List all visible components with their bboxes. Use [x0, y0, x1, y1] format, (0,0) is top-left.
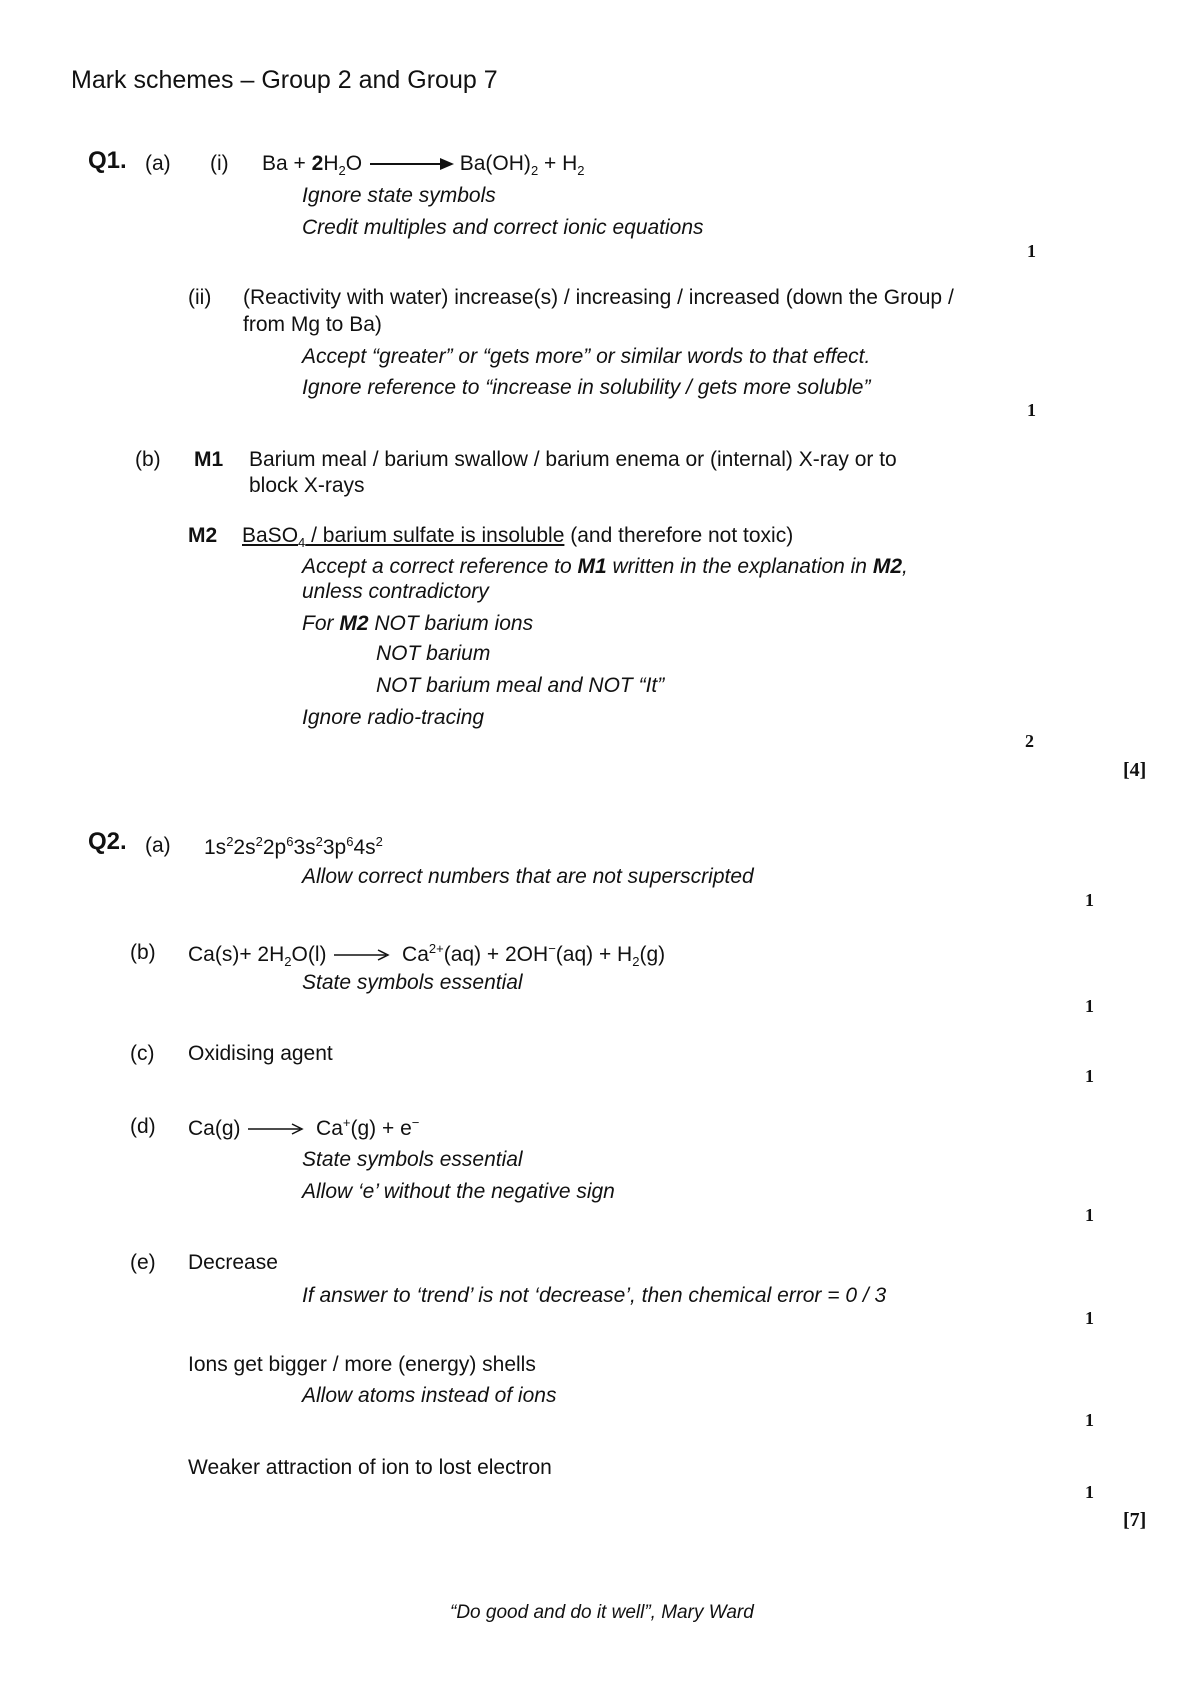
config-2s: 2s	[233, 836, 256, 859]
q1-b-note-4: NOT barium	[376, 642, 491, 665]
q1-b-m1-label: M1	[194, 448, 224, 471]
config-sup: 2	[226, 834, 234, 849]
q2-c-text: Oxidising agent	[188, 1042, 333, 1065]
q2-e-line-2: Ions get bigger / more (energy) shells	[188, 1353, 536, 1376]
m2-baso4-text: BaSO	[242, 524, 299, 547]
reaction-arrow-icon	[332, 948, 390, 962]
eq-sup: −	[548, 941, 556, 956]
q2-e-mark-3: 1	[1085, 1482, 1094, 1502]
footer-quote: “Do good and do it well”, Mary Ward	[450, 1602, 754, 1623]
note-text: For	[302, 612, 340, 635]
q2-a-note: Allow correct numbers that are not superscripted	[302, 865, 754, 888]
eq-sub: 2	[632, 954, 640, 970]
q2-e-note: If answer to ‘trend’ is not ‘decrease’, then chemical error = 0 / 3	[302, 1284, 887, 1307]
q2-d-mark: 1	[1085, 1205, 1094, 1225]
q1-a-ii-note-1: Accept “greater” or “gets more” or similar words to that effect.	[302, 345, 871, 368]
q2-b-mark: 1	[1085, 996, 1094, 1016]
eq-sub: 2	[284, 954, 292, 970]
eq-product-h-sub: 2	[577, 163, 585, 179]
eq-water-o: O	[345, 152, 363, 175]
q2-d-label: (d)	[130, 1115, 156, 1138]
eq-product-baoh: Ba(OH)	[459, 152, 531, 175]
q1-a-i-label: (i)	[210, 152, 229, 175]
q2-e-note-2: Allow atoms instead of ions	[302, 1384, 557, 1407]
m2-rest-text: (and therefore not toxic)	[564, 524, 794, 547]
config-sup: 2	[375, 834, 383, 849]
q2-total: [7]	[1123, 1509, 1147, 1531]
q2-d-note-2: Allow ‘e’ without the negative sign	[302, 1180, 615, 1203]
m2-insoluble-text: / barium sulfate is insoluble	[305, 524, 565, 547]
reaction-arrow-icon	[246, 1122, 304, 1136]
eq-electron: (g) + e	[350, 1117, 412, 1140]
q1-a-ii-line-2: from Mg to Ba)	[243, 313, 382, 336]
eq-reactant-ba: Ba +	[262, 152, 312, 175]
q2-d-equation	[188, 1115, 419, 1141]
page-title: Mark schemes – Group 2 and Group 7	[71, 66, 498, 94]
eq-water-h: H	[323, 152, 339, 175]
q2-a-config	[204, 834, 383, 860]
eq-reactant: Ca(g)	[188, 1117, 241, 1140]
q2-e-text: Decrease	[188, 1251, 278, 1274]
reaction-arrow-icon	[368, 157, 454, 171]
q2-a-mark: 1	[1085, 890, 1094, 910]
q2-b-label: (b)	[130, 941, 156, 964]
q2-d-note-1: State symbols essential	[302, 1148, 523, 1171]
eq-product-baoh-sub: 2	[530, 163, 539, 179]
note-text: Accept a correct reference to	[302, 555, 578, 578]
q1-a-i-note-1: Ignore state symbols	[302, 184, 496, 207]
note-text: NOT barium ions	[368, 612, 534, 635]
note-text: ,	[902, 555, 908, 578]
q1-b-note-5: NOT barium meal and NOT “It”	[376, 674, 665, 697]
eq-ca: Ca	[316, 1117, 343, 1140]
eq-sup: 2+	[428, 941, 444, 956]
config-sup: 2	[315, 834, 323, 849]
q1-b-m1-line-2: block X-rays	[249, 474, 365, 497]
eq-sup: +	[342, 1115, 351, 1130]
config-sup: 2	[255, 834, 263, 849]
m2-baso4	[242, 524, 565, 551]
q1-a-ii-line-1: (Reactivity with water) increase(s) / increasing / increased (down the Group /	[243, 286, 954, 309]
config-4s: 4s	[353, 836, 376, 859]
q2-label: Q2.	[88, 828, 127, 855]
note-text: written in the explanation in	[606, 555, 873, 578]
q1-b-m1-line-1: Barium meal / barium swallow / barium enema or (internal) X-ray or to	[249, 448, 897, 471]
eq-g: (g)	[639, 943, 666, 966]
config-sup: 6	[286, 834, 294, 849]
eq-coefficient: 2	[311, 152, 324, 175]
q1-b-m2-label: M2	[188, 524, 218, 547]
q1-a-ii-label: (ii)	[188, 286, 212, 309]
q1-b-note-6: Ignore radio-tracing	[302, 706, 485, 729]
eq-oh: (aq) + 2OH	[443, 943, 549, 966]
q1-a-ii-note-2: Ignore reference to “increase in solubility / gets more soluble”	[302, 376, 871, 399]
q2-c-mark: 1	[1085, 1066, 1094, 1086]
m2-baso4-sub: 4	[298, 535, 306, 551]
eq-reactants: Ca(s)+ 2H	[188, 943, 285, 966]
note-m1: M1	[577, 555, 607, 578]
eq-h: (aq) + H	[555, 943, 633, 966]
config-3p: 3p	[322, 836, 347, 859]
q2-c-label: (c)	[130, 1042, 155, 1065]
eq-ca: Ca	[402, 943, 429, 966]
q2-b-note: State symbols essential	[302, 971, 523, 994]
config-1s: 1s	[204, 836, 227, 859]
q1-b-note-1	[302, 555, 908, 579]
note-m2: M2	[872, 555, 903, 578]
q1-a-i-equation	[262, 152, 585, 178]
q1-b-mark: 2	[1025, 731, 1034, 751]
q2-b-equation	[188, 941, 665, 969]
q2-e-mark-2: 1	[1085, 1410, 1094, 1430]
q1-a-i-note-2: Credit multiples and correct ionic equations	[302, 216, 704, 239]
q1-b-note-3	[302, 612, 533, 636]
q1-a-label: (a)	[145, 152, 171, 175]
eq-reactants-end: O(l)	[291, 943, 327, 966]
q1-total: [4]	[1123, 759, 1147, 781]
q1-label: Q1.	[88, 147, 127, 174]
q1-a-i-mark: 1	[1027, 241, 1036, 261]
config-3s: 3s	[293, 836, 316, 859]
config-sup: 6	[346, 834, 354, 849]
q2-e-label: (e)	[130, 1251, 156, 1274]
eq-product-h: + H	[538, 152, 578, 175]
eq-water-sub: 2	[338, 163, 346, 179]
q1-b-label: (b)	[135, 448, 161, 471]
eq-sup: −	[411, 1115, 420, 1130]
q2-a-label: (a)	[145, 834, 171, 857]
note-m2: M2	[339, 612, 369, 635]
q1-b-note-2: unless contradictory	[302, 580, 489, 603]
config-2p: 2p	[262, 836, 287, 859]
q1-b-m2-text	[242, 524, 793, 550]
q1-a-ii-mark: 1	[1027, 400, 1036, 420]
q2-e-line-3: Weaker attraction of ion to lost electron	[188, 1456, 552, 1479]
q2-e-mark-1: 1	[1085, 1308, 1094, 1328]
